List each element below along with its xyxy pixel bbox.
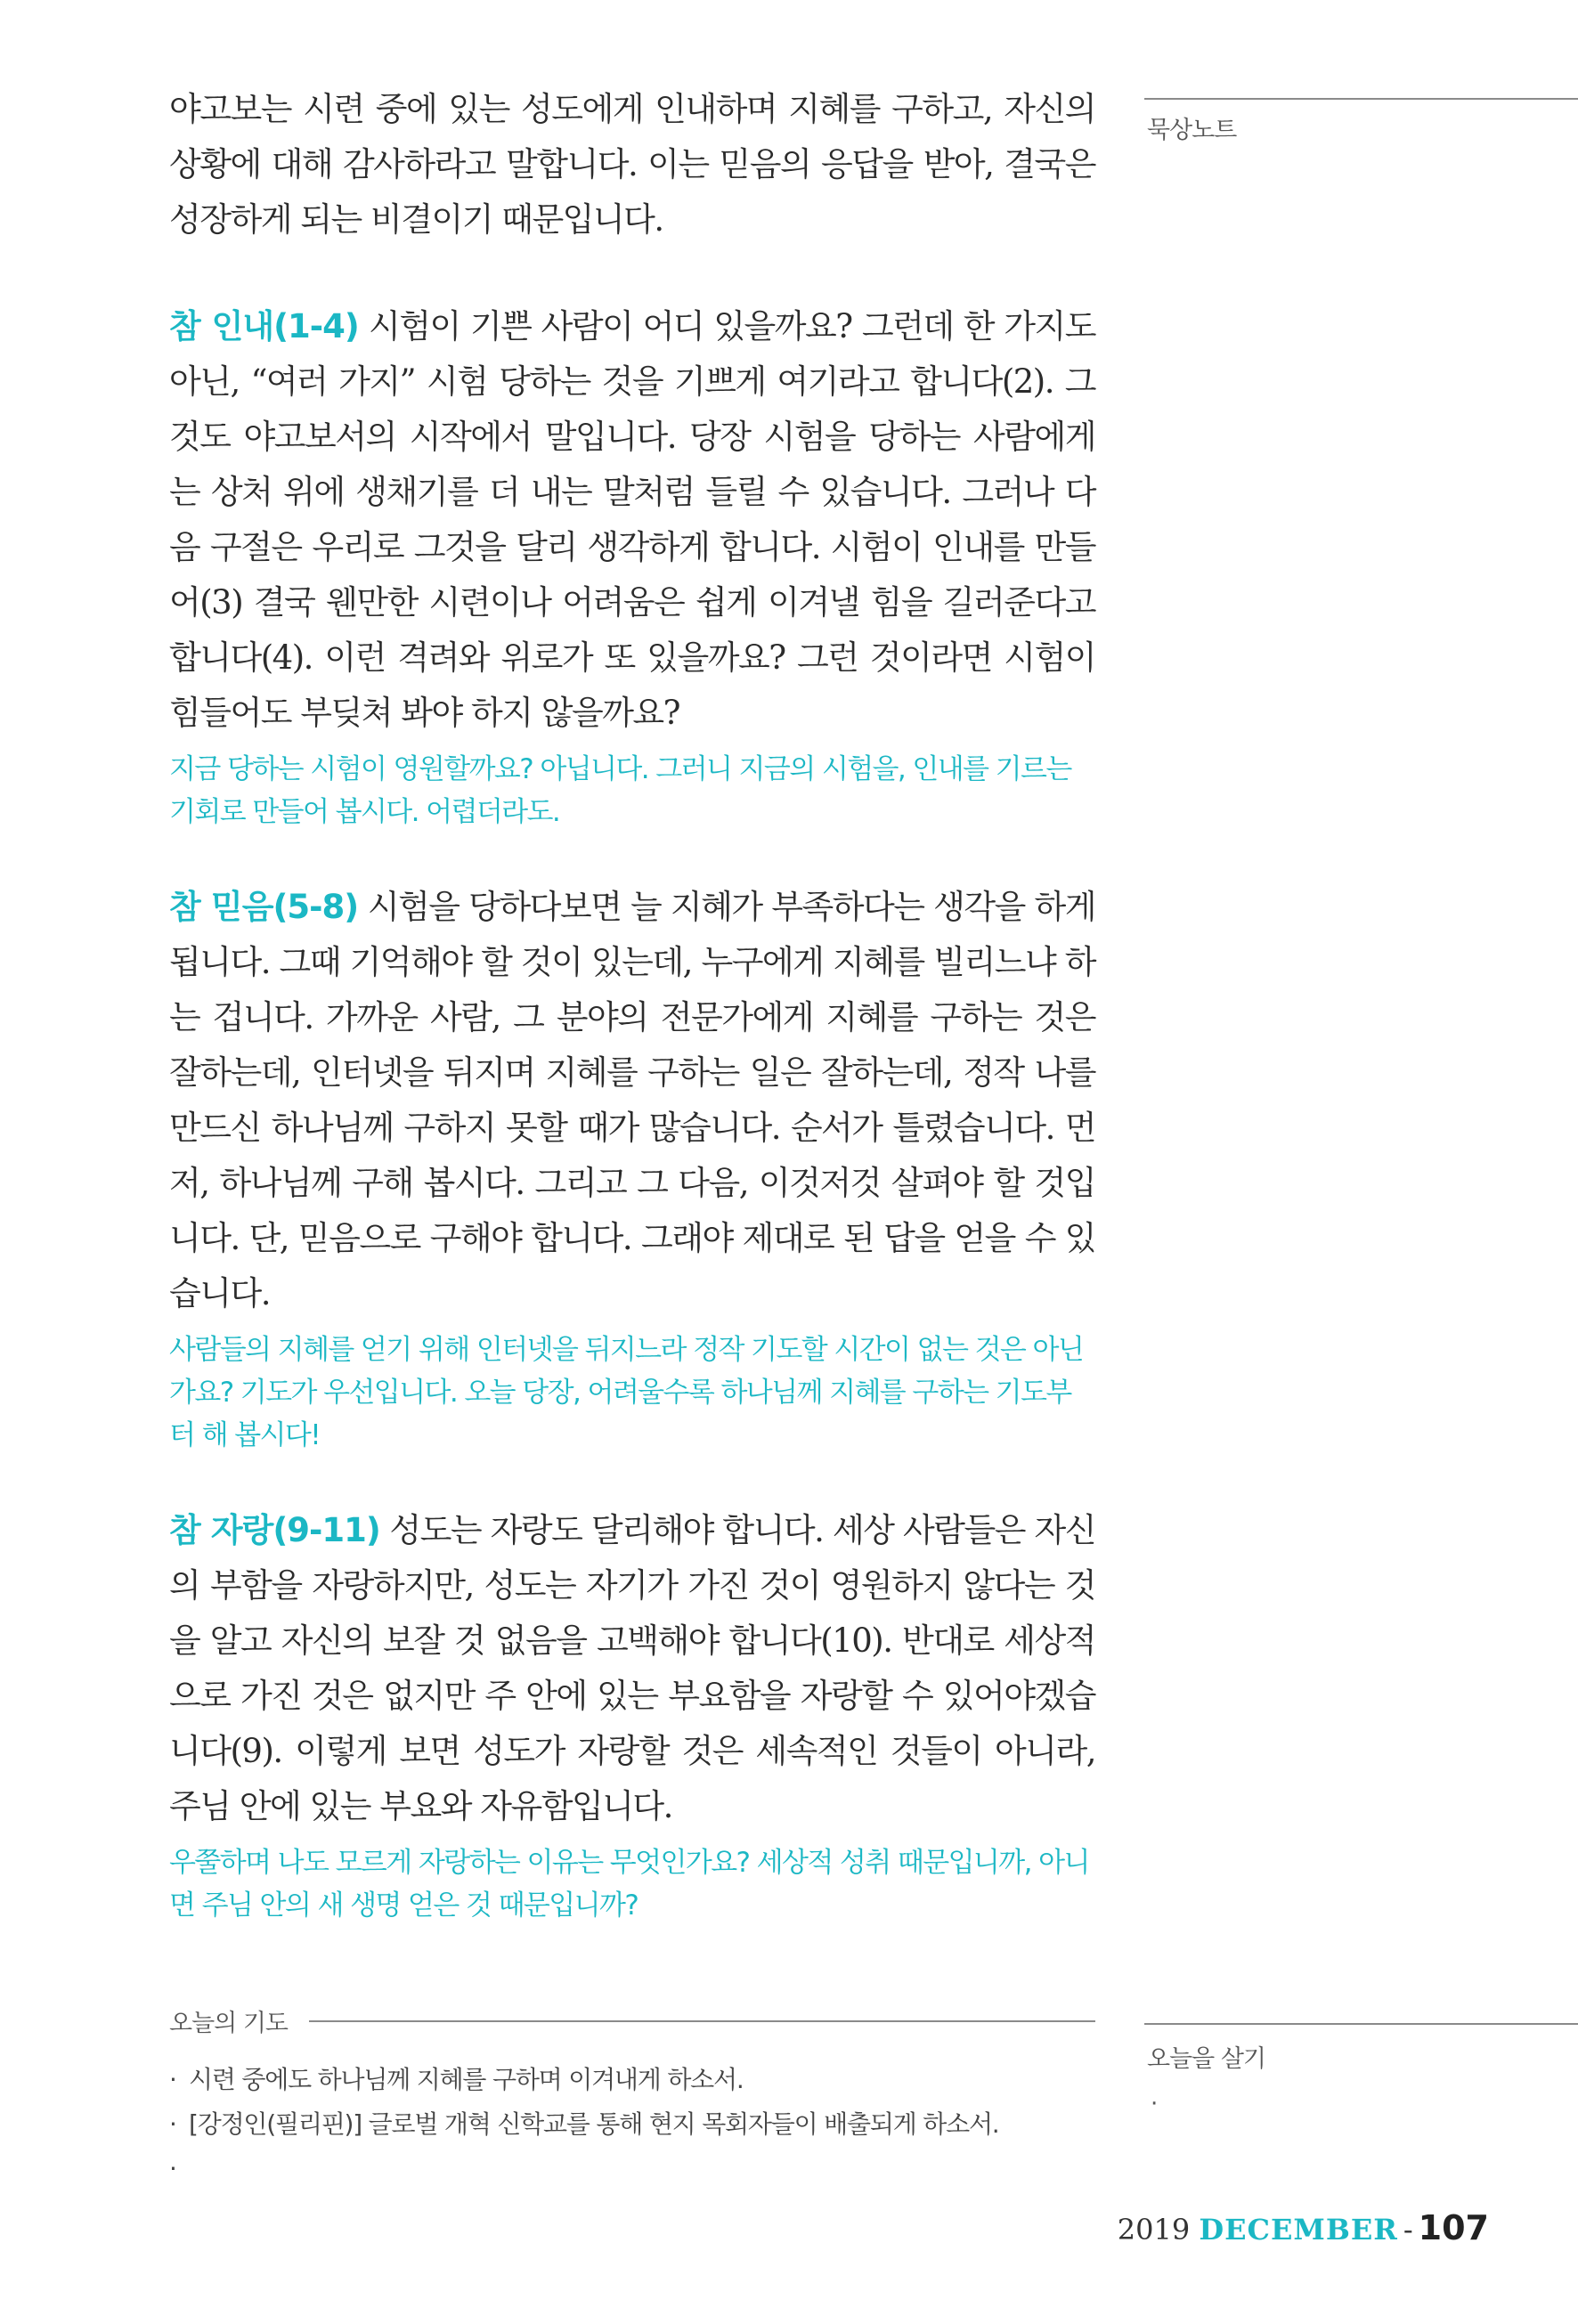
reflection-note: 사람들의 지혜를 얻기 위해 인터넷을 뒤지느라 정작 기도할 시간이 없는 것은 아닌가요? 기도가 우선입니다. 오늘 당장, 어려울수록 하나님께 지혜를 구하는 기도부터 해 봅시다! [169,1334,1084,1451]
meditation-note-label: 묵상노트 [1147,117,1237,144]
prayer-rule [309,2020,1095,2022]
page-footer [1118,2208,1489,2247]
intro-paragraph: 야고보는 시련 중에 있는 성도에게 인내하며 지혜를 구하고, 자신의 상황에 대해 감사하라고 말합니다. 이는 믿음의 응답을 받아, 결국은 성장하게 되는 비결이기 때문입니다. [169,90,1095,239]
prayer-item [169,2147,1095,2191]
sidebar-rule-bottom [1144,2023,1578,2025]
sidebar-rule-top [1144,98,1578,100]
prayer-title: 오늘의 기도 [169,2010,288,2037]
page-number: 107 [1418,2208,1489,2247]
prayer-bullet: · [169,2154,176,2183]
prayer-item [169,2058,1095,2102]
section-text: 성도는 자랑도 달리해야 합니다. 세상 사람들은 자신의 부함을 자랑하지만, 성도는 자기가 가진 것이 영원하지 않다는 것을 알고 자신의 보잘 것 없음을 고백해야 합니다(10). 반대로 세상적으로 가진 것은 없지만 주 안에 있는 부요함을 자랑할 수 있어야겠습니다(9). 이렇게 보면 성도가 자랑할 것은 세속적인 것들이 아니라, 주님 안에 있는 부요와 자유함입니다. [169,1511,1095,1825]
section-body [169,299,1095,741]
living-today-label: 오늘을 살기 [1147,2045,1265,2073]
prayer-item [169,2102,1095,2147]
section-text: 시험을 당하다보면 늘 지혜가 부족하다는 생각을 하게 됩니다. 그때 기억해야 할 것이 있는데, 누구에게 지혜를 빌리느냐 하는 겁니다. 가까운 사람, 그 분야의 전문가에게 지혜를 구하는 것은 잘하는데, 인터넷을 뒤지며 지혜를 구하는 일은 잘하는데, 정작 나를 만드신 하나님께 구하지 못할 때가 많습니다. 순서가 틀렸습니다. 먼저, 하나님께 구해 봅시다. 그리고 그 다음, 이것저것 살펴야 할 것입니다. 단, 믿음으로 구해야 합니다. 그래야 제대로 된 답을 얻을 수 있습니다. [169,888,1095,1312]
section-heading: 참 인내(1-4) [169,307,359,345]
section-faith [169,880,1095,1457]
prayer-item-text: [강정인(필리핀)] 글로벌 개혁 신학교를 통해 현지 목회자들이 배출되게 하소서. [189,2109,999,2139]
prayer-bullet: · [169,2065,176,2094]
reflection-note: 지금 당하는 시험이 영원할까요? 아닙니다. 그러니 지금의 시험을, 인내를 기르는 기회로 만들어 봅시다. 어렵더라도. [169,753,1071,828]
section-boast [169,1503,1095,1927]
section-body [169,1503,1095,1834]
section-heading: 참 믿음(5-8) [169,888,359,926]
section-patience [169,299,1095,833]
prayer-item-text: 시련 중에도 하나님께 지혜를 구하며 이겨내게 하소서. [189,2065,744,2094]
prayer-section [169,2003,1095,2191]
section-text: 시험이 기쁜 사람이 어디 있을까요? 그런데 한 가지도 아닌, “여러 가지” 시험 당하는 것을 기쁘게 여기라고 합니다(2). 그것도 야고보서의 시작에서 말입니다. 당장 시험을 당하는 사람에게는 상처 위에 생채기를 더 내는 말처럼 들릴 수 있습니다. 그러나 다음 구절은 우리로 그것을 달리 생각하게 합니다. 시험이 인내를 만들어(3) 결국 웬만한 시련이나 어려움은 쉽게 이겨낼 힘을 길러준다고 합니다(4). 이런 격려와 위로가 또 있을까요? 그런 것이라면 시험이 힘들어도 부딪쳐 봐야 하지 않을까요? [169,307,1095,732]
prayer-header [169,2003,1095,2038]
footer-dash: - [1403,2213,1413,2247]
main-content [169,82,1095,1973]
footer-month: DECEMBER [1199,2213,1398,2247]
footer-year: 2019 [1117,2213,1191,2247]
section-heading: 참 자랑(9-11) [169,1511,380,1549]
section-body [169,880,1095,1321]
living-today-bullet: · [1151,2091,1159,2117]
prayer-bullet: · [169,2109,176,2139]
prayer-list [169,2058,1095,2191]
reflection-note: 우쭐하며 나도 모르게 자랑하는 이유는 무엇인가요? 세상적 성취 때문입니까, 아니면 주님 안의 새 생명 얻은 것 때문입니까? [169,1847,1089,1922]
